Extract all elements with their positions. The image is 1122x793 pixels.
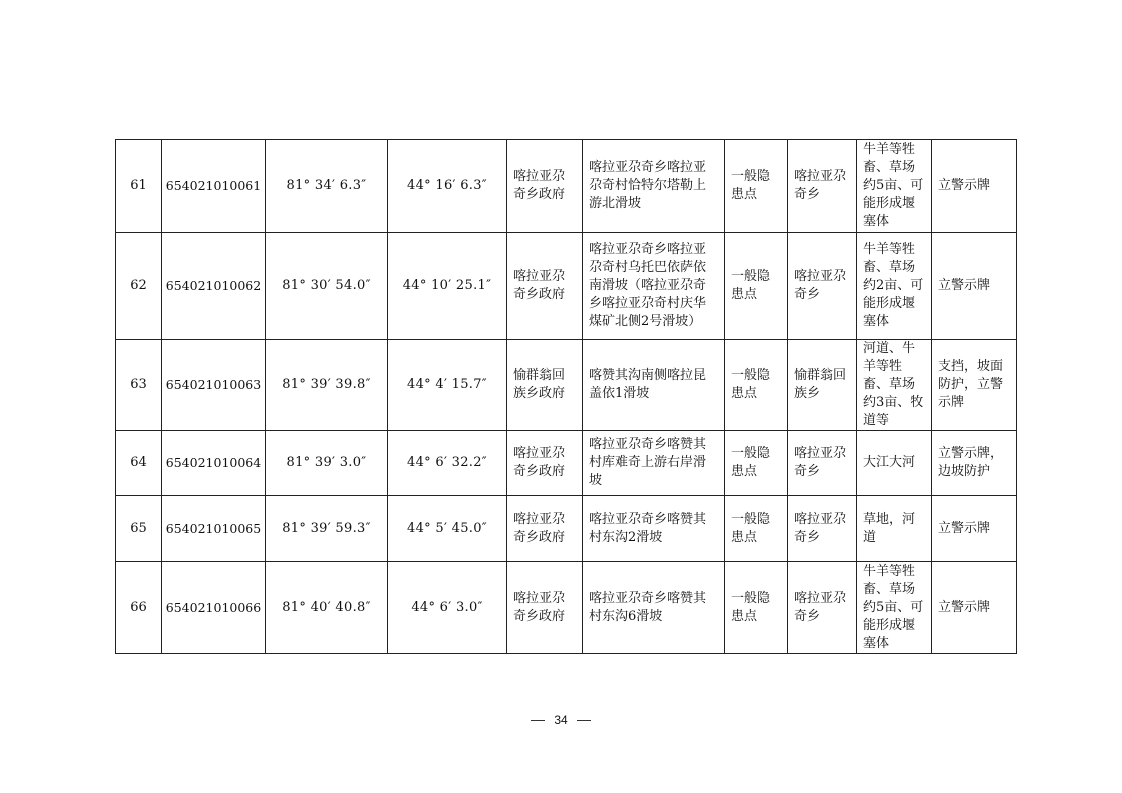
cell-code: 654021010065	[162, 496, 266, 562]
cell-threat: 河道、牛羊等牲畜、草场约3亩、牧道等	[857, 340, 932, 431]
cell-township: 喀拉亚尕奇乡	[788, 496, 857, 562]
cell-threat: 牛羊等牲畜、草场约5亩、可能形成堰塞体	[857, 140, 932, 233]
cell-latitude: 44° 4′ 15.7″	[388, 340, 507, 431]
cell-number: 66	[116, 562, 162, 654]
cell-code: 654021010062	[162, 233, 266, 340]
cell-hazard-level: 一般隐患点	[725, 431, 788, 496]
footer-dash-left	[531, 720, 545, 721]
cell-code: 654021010061	[162, 140, 266, 233]
cell-responsible-unit: 喀拉亚尕奇乡政府	[507, 140, 583, 233]
cell-hazard-name: 喀拉亚尕奇乡喀赞其村东沟2滑坡	[583, 496, 725, 562]
cell-threat: 大江大河	[857, 431, 932, 496]
cell-latitude: 44° 6′ 32.2″	[388, 431, 507, 496]
cell-hazard-level: 一般隐患点	[725, 496, 788, 562]
page-footer	[0, 713, 1122, 727]
cell-number: 65	[116, 496, 162, 562]
cell-township: 喀拉亚尕奇乡	[788, 140, 857, 233]
cell-number: 64	[116, 431, 162, 496]
cell-responsible-unit: 愉群翁回族乡政府	[507, 340, 583, 431]
cell-code: 654021010066	[162, 562, 266, 654]
cell-latitude: 44° 16′ 6.3″	[388, 140, 507, 233]
table-row	[116, 496, 1017, 562]
cell-longitude: 81° 40′ 40.8″	[266, 562, 388, 654]
table-row	[116, 140, 1017, 233]
cell-township: 喀拉亚尕奇乡	[788, 562, 857, 654]
cell-number: 63	[116, 340, 162, 431]
cell-longitude: 81° 39′ 39.8″	[266, 340, 388, 431]
cell-measure: 立警示牌	[932, 496, 1017, 562]
table-row	[116, 431, 1017, 496]
cell-measure: 立警示牌	[932, 233, 1017, 340]
cell-hazard-level: 一般隐患点	[725, 140, 788, 233]
cell-number: 62	[116, 233, 162, 340]
cell-number: 61	[116, 140, 162, 233]
cell-latitude: 44° 5′ 45.0″	[388, 496, 507, 562]
cell-threat: 草地，河道	[857, 496, 932, 562]
cell-hazard-name: 喀拉亚尕奇乡喀赞其村东沟6滑坡	[583, 562, 725, 654]
cell-latitude: 44° 6′ 3.0″	[388, 562, 507, 654]
page-number: 34	[554, 713, 568, 727]
cell-longitude: 81° 39′ 59.3″	[266, 496, 388, 562]
cell-township: 喀拉亚尕奇乡	[788, 431, 857, 496]
table-row	[116, 562, 1017, 654]
cell-hazard-name: 喀拉亚尕奇乡喀拉亚尕奇村乌托巴依萨依南滑坡（喀拉亚尕奇乡喀拉亚尕奇村庆华煤矿北侧2号滑坡）	[583, 233, 725, 340]
cell-threat: 牛羊等牲畜、草场约5亩、可能形成堰塞体	[857, 562, 932, 654]
cell-township: 喀拉亚尕奇乡	[788, 233, 857, 340]
cell-measure: 立警示牌	[932, 562, 1017, 654]
cell-hazard-level: 一般隐患点	[725, 233, 788, 340]
cell-latitude: 44° 10′ 25.1″	[388, 233, 507, 340]
table-row	[116, 340, 1017, 431]
cell-hazard-name: 喀拉亚尕奇乡喀拉亚尕奇村恰特尔塔勒上游北滑坡	[583, 140, 725, 233]
cell-responsible-unit: 喀拉亚尕奇乡政府	[507, 562, 583, 654]
cell-measure: 支挡，坡面防护，立警示牌	[932, 340, 1017, 431]
cell-threat: 牛羊等牲畜、草场约2亩、可能形成堰塞体	[857, 233, 932, 340]
cell-code: 654021010063	[162, 340, 266, 431]
cell-measure: 立警示牌	[932, 140, 1017, 233]
cell-longitude: 81° 39′ 3.0″	[266, 431, 388, 496]
cell-hazard-level: 一般隐患点	[725, 562, 788, 654]
cell-measure: 立警示牌，边坡防护	[932, 431, 1017, 496]
cell-longitude: 81° 30′ 54.0″	[266, 233, 388, 340]
cell-responsible-unit: 喀拉亚尕奇乡政府	[507, 431, 583, 496]
cell-township: 愉群翁回族乡	[788, 340, 857, 431]
cell-code: 654021010064	[162, 431, 266, 496]
cell-responsible-unit: 喀拉亚尕奇乡政府	[507, 496, 583, 562]
cell-responsible-unit: 喀拉亚尕奇乡政府	[507, 233, 583, 340]
hazard-table	[115, 139, 1017, 654]
footer-dash-right	[577, 720, 591, 721]
cell-hazard-name: 喀拉亚尕奇乡喀赞其村库难奇上游右岸滑坡	[583, 431, 725, 496]
cell-longitude: 81° 34′ 6.3″	[266, 140, 388, 233]
cell-hazard-level: 一般隐患点	[725, 340, 788, 431]
cell-hazard-name: 喀赞其沟南侧喀拉昆盖依1滑坡	[583, 340, 725, 431]
table-row	[116, 233, 1017, 340]
